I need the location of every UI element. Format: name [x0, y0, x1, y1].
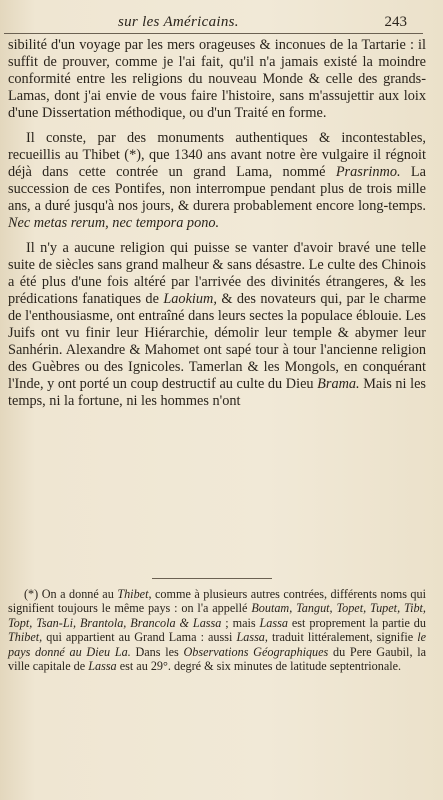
- main-text: [8, 37, 426, 418]
- paragraph-1-text: sibilité d'un voyage par les mers orageuses & inconues de la Tartarie : il suffit de prouver, comme je l'ai fait, qu'il n'a jamais existé la moindre conformité entre les religions du nouveau Monde & celle des grands-Lamas, dont j'ai envie de vous faire l'histoire, sans m'assujettir aux loix d'une Dissertation méthodique, ou d'un Traité en forme.: [8, 37, 426, 121]
- footnote: [8, 587, 426, 673]
- page-number: 243: [384, 14, 407, 30]
- footnote-text-g: Dans les: [130, 644, 184, 659]
- page-header: [0, 14, 443, 34]
- paragraph-1: [8, 37, 426, 122]
- paragraph-2-text-b: La succession de ces Pontifes, non interrompue pendant plus de trois mille ans, a duré jusqu'à nos jours, & durera probablement encore long-temps.: [8, 164, 427, 214]
- name-brama: Brama.: [317, 376, 360, 392]
- footnote-text-f: , traduit littéralement, signifie: [264, 630, 418, 645]
- latin-quote: Nec metas rerum, nec tempora pono.: [8, 215, 220, 231]
- paragraph-2: [8, 130, 426, 232]
- paragraph-2-text-a: Il conste, par des monuments authentiques & incontestables, recueillis au Thibet (*), que 1340 ans avant notre ère vulgaire il régnoit déjà dans cette contrée un grand Lama, nommé: [8, 130, 426, 180]
- footnote-text-e: , qui appartient au Grand Lama : aussi: [39, 630, 237, 645]
- footnote-names: Boutam, Tangut, Topet, Tupet, Tibt, Topt, Tsan-Li, Brantola, Brancola & Lassa: [8, 601, 426, 630]
- footnote-rule: [152, 578, 272, 579]
- footnote-observations: Observations Géographiques: [183, 644, 329, 659]
- footnote-lassa-2: Lassa: [236, 630, 265, 645]
- paragraph-3-text-c: Mais ni les temps, ni la fortune, ni les hommes n'ont: [8, 376, 426, 409]
- footnote-text-a: (*) On a donné au: [24, 587, 118, 601]
- footnote-pays: le pays donné au Dieu La.: [8, 630, 426, 659]
- footnote-lassa-3: Lassa: [88, 659, 117, 674]
- footnote-thibet-2: Thibet: [8, 630, 40, 645]
- paragraph-3-text-b: & des novateurs qui, par le charme de l'enthousiasme, ont entraîné dans leurs sectes la populace éblouie. Les Juifs ont vu finir leur Hiérarchie, démolir leur temple & abymer leur Sanhérin. Alexandre & Mahomet ont sapé tour à tour l'ancienne religion des Guèbres ou des Ignicoles. Tamerlan & les Mongols, en conquérant l'Inde, y ont porté un coup destructif au culte du Dieu: [8, 291, 427, 392]
- footnote-lassa-1: Lassa: [259, 615, 288, 630]
- footnote-text-i: est au 29°. degré & six minutes de latitude septentrionale.: [116, 659, 402, 674]
- paragraph-3: [8, 240, 426, 410]
- footnote-text-d: est proprement la partie du: [287, 615, 426, 630]
- footnote-text-b: , comme à plusieurs autres contrées, différents noms qui signifient toujours le même pays : on l'a appellé: [8, 587, 427, 616]
- running-head: sur les Américains.: [118, 14, 239, 30]
- footnote-text-h: du Pere Gaubil, la ville capitale de: [8, 644, 426, 674]
- name-prasrinmo: Prasrinmo.: [335, 164, 401, 180]
- footnote-thibet-1: Thibet: [117, 587, 149, 601]
- header-rule: [4, 33, 423, 34]
- name-laokium: Laokium,: [163, 291, 217, 307]
- footnote-text-c: ; mais: [221, 615, 260, 630]
- paragraph-3-text-a: Il n'y a aucune religion qui puisse se vanter d'avoir bravé une telle suite de siècles sans grand malheur & sans désastre. Le culte des Chinois a été plus d'une fois altéré par l'arrivée des divinités étrangeres, & les prédications fanatiques de: [8, 240, 426, 307]
